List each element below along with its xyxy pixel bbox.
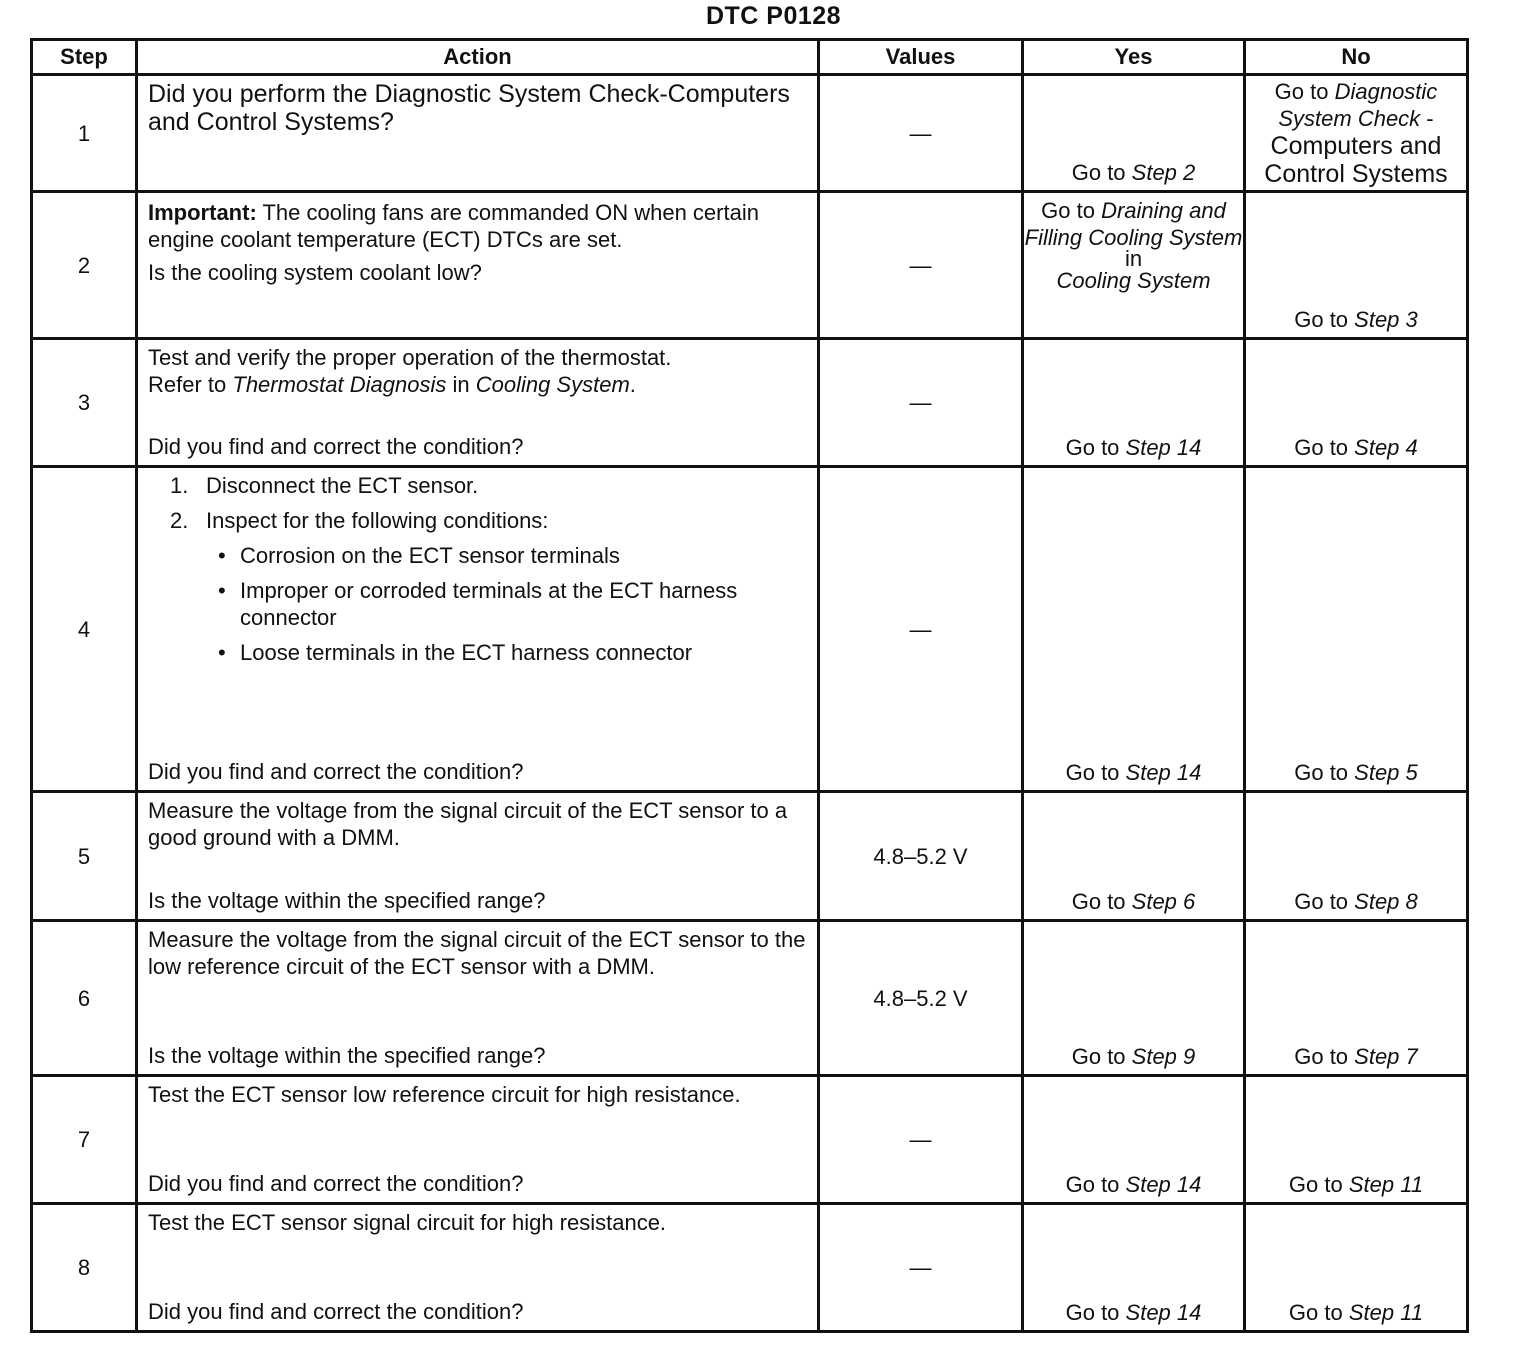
yes-cell — [1023, 75, 1245, 192]
diagnostic-table — [30, 38, 1469, 1333]
important-text: The cooling fans are commanded ON when certain engine coolant temperature (ECT) DTCs are set. — [148, 200, 759, 252]
step-number: 6 — [32, 921, 137, 1076]
yes-cell — [1023, 339, 1245, 467]
table-row — [32, 75, 1468, 192]
no-prefix: Go to — [1288, 1172, 1349, 1197]
no-cell — [1245, 792, 1468, 921]
action-cell — [137, 192, 819, 339]
no-prefix: Go to — [1294, 307, 1355, 332]
procedure-list — [148, 472, 809, 666]
procedure-item: 2. Inspect for the following conditions: • Corrosion on the ECT sensor terminals • Improper or corroded terminals at the ECT harness connector • Loose terminals in the ECT harness connector — [170, 507, 809, 666]
no-prefix: Go to — [1274, 79, 1335, 104]
action-text: Test the ECT sensor low reference circuit for high resistance. — [148, 1082, 741, 1107]
yes-cell — [1023, 921, 1245, 1076]
condition-item: • Corrosion on the ECT sensor terminals — [214, 542, 809, 569]
no-cell — [1245, 339, 1468, 467]
yes-prefix: Go to — [1065, 1172, 1126, 1197]
important-label: Important: — [148, 200, 257, 225]
no-cell — [1245, 1204, 1468, 1332]
no-cell — [1245, 1076, 1468, 1204]
action-cell — [137, 792, 819, 921]
table-row — [32, 339, 1468, 467]
action-cell — [137, 339, 819, 467]
value-cell: 4.8–5.2 V — [819, 921, 1023, 1076]
value-cell: 4.8–5.2 V — [819, 792, 1023, 921]
yes-link[interactable]: Draining and Filling Cooling System — [1024, 198, 1243, 250]
yes-link[interactable]: Step 14 — [1125, 435, 1202, 460]
yes-prefix: Go to — [1071, 889, 1132, 914]
table-row — [32, 467, 1468, 792]
no-link[interactable]: Step 11 — [1348, 1172, 1424, 1197]
no-cell — [1245, 921, 1468, 1076]
step-number: 7 — [32, 1076, 137, 1204]
table-row — [32, 192, 1468, 339]
yes-link[interactable]: Step 14 — [1125, 1300, 1202, 1325]
no-prefix: Go to — [1294, 435, 1355, 460]
page-title: DTC P0128 — [705, 2, 842, 30]
action-text: Test the ECT sensor signal circuit for high resistance. — [148, 1210, 667, 1235]
no-link-continued[interactable]: Computers and Control Systems — [1264, 132, 1448, 188]
condition-list — [170, 542, 809, 666]
no-prefix: Go to — [1294, 1044, 1355, 1069]
header-no: No — [1245, 40, 1468, 75]
action-question: Is the cooling system coolant low? — [148, 260, 482, 285]
action-text: Measure the voltage from the signal circuit of the ECT sensor to a good ground with a DMM. — [148, 798, 788, 850]
value-cell: — — [819, 339, 1023, 467]
refer-suffix: . — [629, 372, 636, 397]
action-question: Did you find and correct the condition? — [148, 1299, 524, 1324]
yes-link[interactable]: Step 2 — [1131, 160, 1196, 185]
value-cell: — — [819, 467, 1023, 792]
table-row — [32, 921, 1468, 1076]
table-row — [32, 1076, 1468, 1204]
value-cell: — — [819, 192, 1023, 339]
value-cell: — — [819, 1204, 1023, 1332]
refer-link[interactable]: Thermostat Diagnosis — [232, 372, 447, 397]
yes-prefix: Go to — [1065, 760, 1126, 785]
yes-link-2[interactable]: Cooling System — [1056, 268, 1211, 293]
yes-cell — [1023, 1076, 1245, 1204]
action-question: Is the voltage within the specified range? — [148, 1043, 546, 1068]
no-link[interactable]: Step 4 — [1354, 435, 1418, 460]
no-prefix: Go to — [1294, 760, 1355, 785]
step-number: 1 — [32, 75, 137, 192]
no-link[interactable]: Step 5 — [1354, 760, 1418, 785]
action-text: Did you perform the Diagnostic System Check-Computers and Control Systems? — [148, 80, 790, 136]
yes-link[interactable]: Step 6 — [1131, 889, 1196, 914]
yes-prefix: Go to — [1041, 198, 1102, 223]
value-cell: — — [819, 75, 1023, 192]
step-number: 8 — [32, 1204, 137, 1332]
header-row — [32, 40, 1468, 75]
yes-prefix: Go to — [1071, 1044, 1132, 1069]
step-number: 4 — [32, 467, 137, 792]
header-step: Step — [32, 40, 137, 75]
yes-link[interactable]: Step 14 — [1125, 1172, 1202, 1197]
refer-prefix: Refer to — [148, 372, 233, 397]
yes-link[interactable]: Step 9 — [1131, 1044, 1196, 1069]
yes-mid: in — [1124, 246, 1143, 271]
step-number: 2 — [32, 192, 137, 339]
action-question: Did you find and correct the condition? — [148, 1171, 524, 1196]
refer-mid: in — [446, 372, 476, 397]
no-prefix: Go to — [1294, 889, 1355, 914]
no-suffix: - — [1420, 106, 1434, 131]
no-prefix: Go to — [1288, 1300, 1349, 1325]
action-question: Did you find and correct the condition? — [148, 759, 524, 784]
condition-item: • Improper or corroded terminals at the ECT harness connector — [214, 577, 809, 631]
no-link[interactable]: Step 7 — [1354, 1044, 1418, 1069]
value-cell: — — [819, 1076, 1023, 1204]
action-cell — [137, 467, 819, 792]
condition-item: • Loose terminals in the ECT harness connector — [214, 639, 809, 666]
yes-prefix: Go to — [1065, 435, 1126, 460]
procedure-item: 1. Disconnect the ECT sensor. — [170, 473, 479, 498]
yes-cell — [1023, 192, 1245, 339]
action-text: Test and verify the proper operation of the thermostat. — [148, 345, 672, 370]
action-text: Measure the voltage from the signal circuit of the ECT sensor to the low reference circuit of the ECT sensor with a DMM. — [148, 927, 806, 979]
no-cell — [1245, 192, 1468, 339]
yes-prefix: Go to — [1065, 1300, 1126, 1325]
action-cell — [137, 1076, 819, 1204]
step-number: 5 — [32, 792, 137, 921]
header-values: Values — [819, 40, 1023, 75]
refer-link-2[interactable]: Cooling System — [475, 372, 630, 397]
no-cell — [1245, 75, 1468, 192]
action-question: Is the voltage within the specified range? — [148, 888, 546, 913]
header-action: Action — [137, 40, 819, 75]
table-row — [32, 1204, 1468, 1332]
table-row — [32, 792, 1468, 921]
header-yes: Yes — [1023, 40, 1245, 75]
action-cell — [137, 1204, 819, 1332]
step-number: 3 — [32, 339, 137, 467]
no-link[interactable]: Step 3 — [1354, 307, 1418, 332]
yes-link[interactable]: Step 14 — [1125, 760, 1202, 785]
no-cell — [1245, 467, 1468, 792]
yes-cell — [1023, 792, 1245, 921]
yes-cell — [1023, 1204, 1245, 1332]
action-cell — [137, 75, 819, 192]
yes-cell — [1023, 467, 1245, 792]
action-cell — [137, 921, 819, 1076]
yes-prefix: Go to — [1071, 160, 1132, 185]
no-link[interactable]: Step 8 — [1354, 889, 1418, 914]
action-question: Did you find and correct the condition? — [148, 434, 524, 459]
no-link[interactable]: Step 11 — [1348, 1300, 1424, 1325]
no-link[interactable]: Diagnostic System Check — [1278, 79, 1438, 131]
